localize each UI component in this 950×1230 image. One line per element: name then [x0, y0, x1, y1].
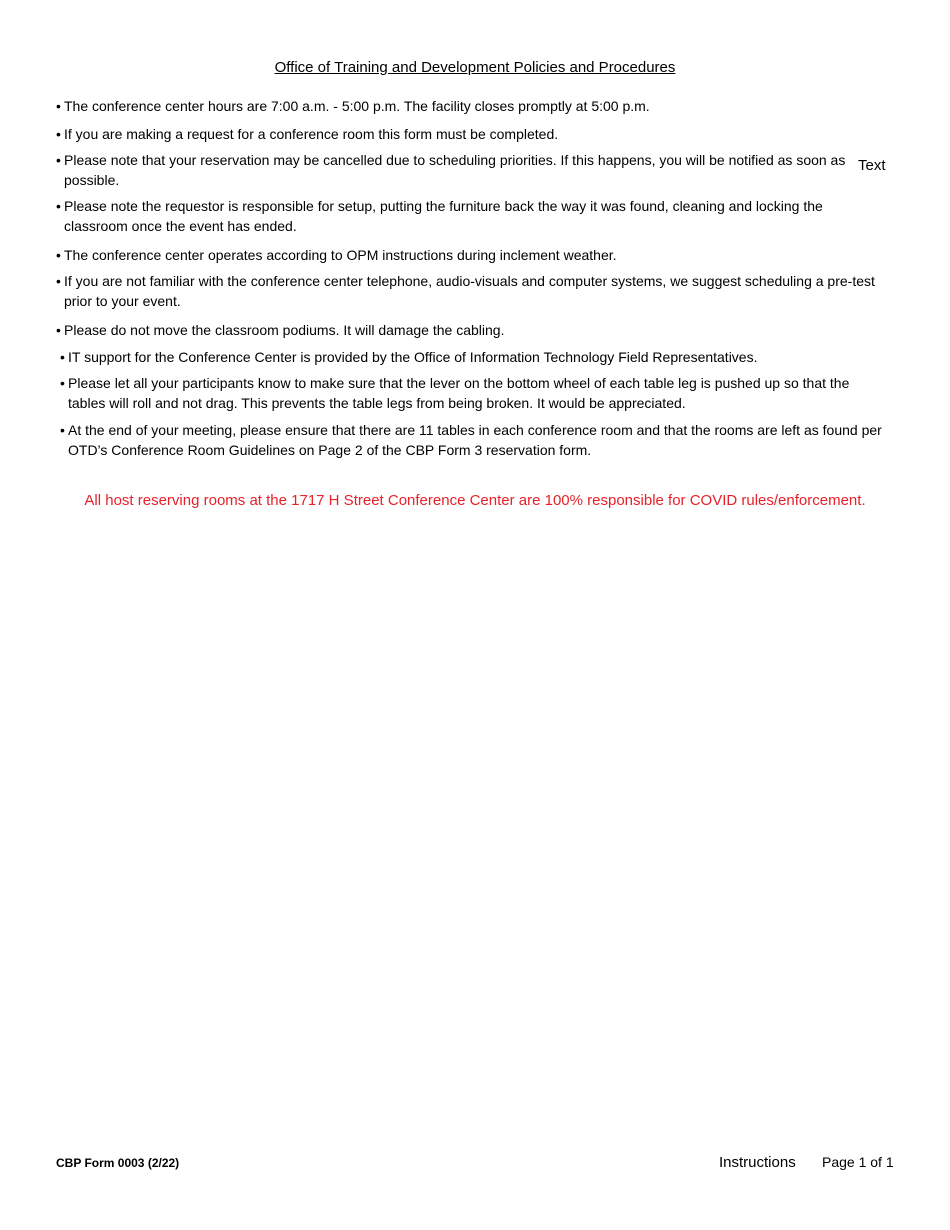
list-item-text: Please do not move the classroom podiums. It will damage the cabling.: [64, 322, 505, 338]
bullet-dot: •: [60, 422, 65, 438]
list-item: [60, 373, 855, 413]
bullet-dot: •: [56, 273, 61, 289]
list-item-text: Please note that your reservation may be cancelled due to scheduling priorities. If this happens, you will be notified as soon as possible.: [64, 152, 846, 188]
bullet-dot: •: [56, 198, 61, 214]
page-number: Page 1 of 1: [822, 1154, 894, 1170]
section-label: Instructions: [719, 1154, 796, 1171]
bullet-dot: •: [60, 375, 65, 391]
list-item-text: If you are making a request for a conference room this form must be completed.: [64, 126, 559, 142]
covid-notice: All host reserving rooms at the 1717 H Street Conference Center are 100% responsible for COVID rules/enforcement.: [84, 492, 866, 509]
bullet-dot: •: [56, 322, 61, 338]
page-title: Office of Training and Development Policies and Procedures: [274, 59, 676, 76]
bullet-dot: •: [56, 152, 61, 168]
list-item-text: At the end of your meeting, please ensure that there are 11 tables in each conference room and that the rooms are left as found per OTD’s Conference Room Guidelines on Page 2 of the CBP Form 3 reservation form.: [68, 422, 882, 458]
list-item: [56, 96, 676, 116]
form-id: CBP Form 0003 (2/22): [56, 1156, 180, 1170]
list-item: [56, 271, 886, 311]
side-text-label: Text: [858, 157, 886, 174]
list-item-text: If you are not familiar with the conference center telephone, audio-visuals and computer systems, we suggest scheduling a pre-test prior to your event.: [64, 273, 875, 309]
list-item: [56, 196, 846, 236]
list-item-text: The conference center hours are 7:00 a.m. - 5:00 p.m. The facility closes promptly at 5:00 p.m.: [64, 98, 650, 114]
list-item: [60, 347, 820, 367]
list-item: [56, 150, 851, 190]
bullet-dot: •: [56, 247, 61, 263]
bullet-dot: •: [60, 349, 65, 365]
list-item: [56, 245, 676, 265]
bullet-dot: •: [56, 98, 61, 114]
bullet-dot: •: [56, 126, 61, 142]
list-item-text: The conference center operates according to OPM instructions during inclement weather.: [64, 247, 617, 263]
list-item-text: IT support for the Conference Center is provided by the Office of Information Technology Field Representatives.: [68, 349, 758, 365]
list-item: [56, 320, 676, 340]
list-item: [56, 124, 676, 144]
list-item-text: Please let all your participants know to make sure that the lever on the bottom wheel of each table leg is pushed up so that the tables will roll and not drag. This prevents the table legs from being broken. It would be appreciated.: [68, 375, 850, 411]
list-item-text: Please note the requestor is responsible for setup, putting the furniture back the way it was found, cleaning and locking the classroom once the event has ended.: [64, 198, 823, 234]
list-item: [60, 420, 890, 460]
